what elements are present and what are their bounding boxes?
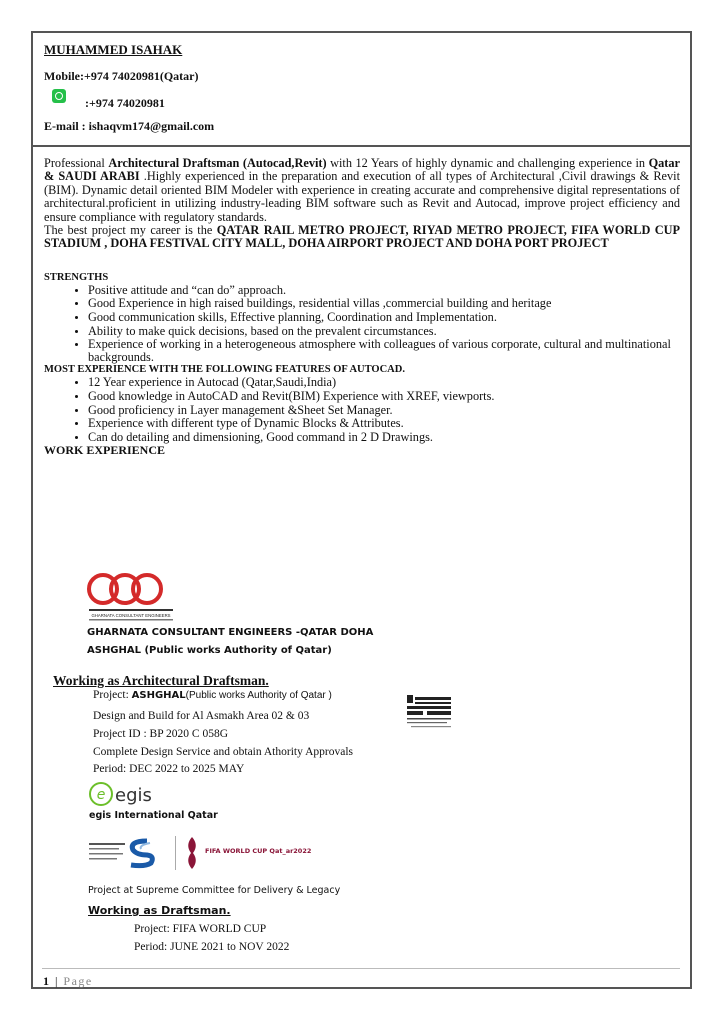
summary-paragraph: Professional Architectural Draftsman (Autocad,Revit) with 12 Years of highly dynamic and challenging experience in Qatar & SAUDI ARABI .Highly experienced in the preparation and execution of all types of Architectural ,Civil drawings & Revit (BIM). Dynamic detail oriented BIM Modeler with experience in creating accurate and comprehensive digital representations of architectural.proficient in utilizing industry-leading BIM software such as Revit and Autocad, improve project efficiency and ensure compliance with regulatory standards.	[44, 156, 680, 224]
role-draftsman: Working as Draftsman.	[88, 904, 231, 917]
svg-text:e: e	[96, 787, 106, 803]
best-projects-paragraph: The best project my career is the QATAR RAIL METRO PROJECT, RIYAD METRO PROJECT, FIFA WORLD CUP STADIUM , DOHA FESTIVAL CITY MALL, DOHA AIRPORT PROJECT AND DOHA PORT PROJECT	[44, 223, 681, 251]
client-ashghal: ASHGHAL (Public works Authority of Qatar)	[87, 645, 332, 656]
list-item: • Can do detailing and dimensioning, Good command in 2 D Drawings.	[88, 431, 680, 445]
supreme-committee-fifa-logos	[87, 833, 312, 871]
list-item: • Experience of working in a heterogeneous atmosphere with colleagues of various corporate, cultural and multinational backgrounds.	[88, 338, 680, 363]
whatsapp-icon	[52, 89, 66, 103]
egis-logo-text: egis	[115, 785, 152, 806]
autocad-list	[44, 376, 680, 444]
ashghal-logo	[405, 693, 455, 731]
project-period: Period: DEC 2022 to 2025 MAY	[93, 763, 245, 775]
company-gharnata: GHARNATA CONSULTANT ENGINEERS -QATAR DOHA	[87, 627, 374, 638]
strengths-heading: STRENGTHS	[44, 271, 109, 283]
list-item: • Good Experience in high raised buildings, residential villas ,commercial building and heritage	[88, 297, 680, 311]
footer-separator: |	[55, 974, 59, 988]
list-item: • Good communication skills, Effective planning, Coordination and Implementation.	[88, 311, 680, 325]
footer-divider	[42, 968, 680, 969]
mobile-number: Mobile:+974 74020981(Qatar)	[44, 69, 199, 83]
role-architectural-draftsman: Working as Architectural Draftsman.	[53, 673, 269, 688]
page-frame	[31, 31, 692, 989]
gce-logo-text: GHARNATA CONSULTANT ENGINEERS	[91, 613, 171, 618]
page-number: 1	[43, 974, 51, 988]
list-item: • Ability to make quick decisions, based on the prevalent circumstances.	[88, 325, 680, 339]
project-client-line: Project: ASHGHAL(Public works Authority of Qatar )	[93, 689, 332, 701]
list-item: • Good proficiency in Layer management &Sheet Set Manager.	[88, 404, 680, 418]
list-item: • Positive attitude and “can do” approach.	[88, 284, 680, 298]
autocad-heading: MOST EXPERIENCE WITH THE FOLLOWING FEATURES OF AUTOCAD.	[44, 364, 405, 376]
contact-header	[33, 33, 690, 147]
company-egis: egis International Qatar	[89, 810, 218, 821]
page-label: Page	[63, 974, 93, 988]
email-address: E-mail : ishaqvm174@gmail.com	[44, 119, 215, 133]
project-design: Design and Build for Al Asmakh Area 02 & 03	[93, 710, 310, 722]
candidate-name: MUHAMMED ISAHAK	[44, 42, 183, 57]
project-fifa: Project: FIFA WORLD CUP	[134, 923, 267, 935]
period-fifa: Period: JUNE 2021 to NOV 2022	[134, 941, 290, 953]
list-item: • 12 Year experience in Autocad (Qatar,Saudi,India)	[88, 376, 680, 390]
list-item: • Good knowledge in AutoCAD and Revit(BIM) Experience with XREF, viewports.	[88, 390, 680, 404]
fifa-logo-text: FIFA WORLD CUP Qat_ar2022	[205, 847, 312, 855]
egis-logo	[89, 781, 169, 807]
project-supreme-committee: Project at Supreme Committee for Delivery & Legacy	[88, 885, 341, 896]
page-footer	[43, 974, 93, 989]
work-experience-heading: WORK EXPERIENCE	[44, 443, 166, 458]
strengths-list	[44, 284, 680, 364]
list-item: • Experience with different type of Dynamic Blocks & Attributes.	[88, 417, 680, 431]
resume-body	[44, 157, 680, 458]
project-id: Project ID : BP 2020 C 058G	[93, 728, 229, 740]
gce-logo	[85, 567, 177, 623]
whatsapp-number: :+974 74020981	[85, 96, 165, 110]
project-scope: Complete Design Service and obtain Athority Approvals	[93, 746, 353, 758]
